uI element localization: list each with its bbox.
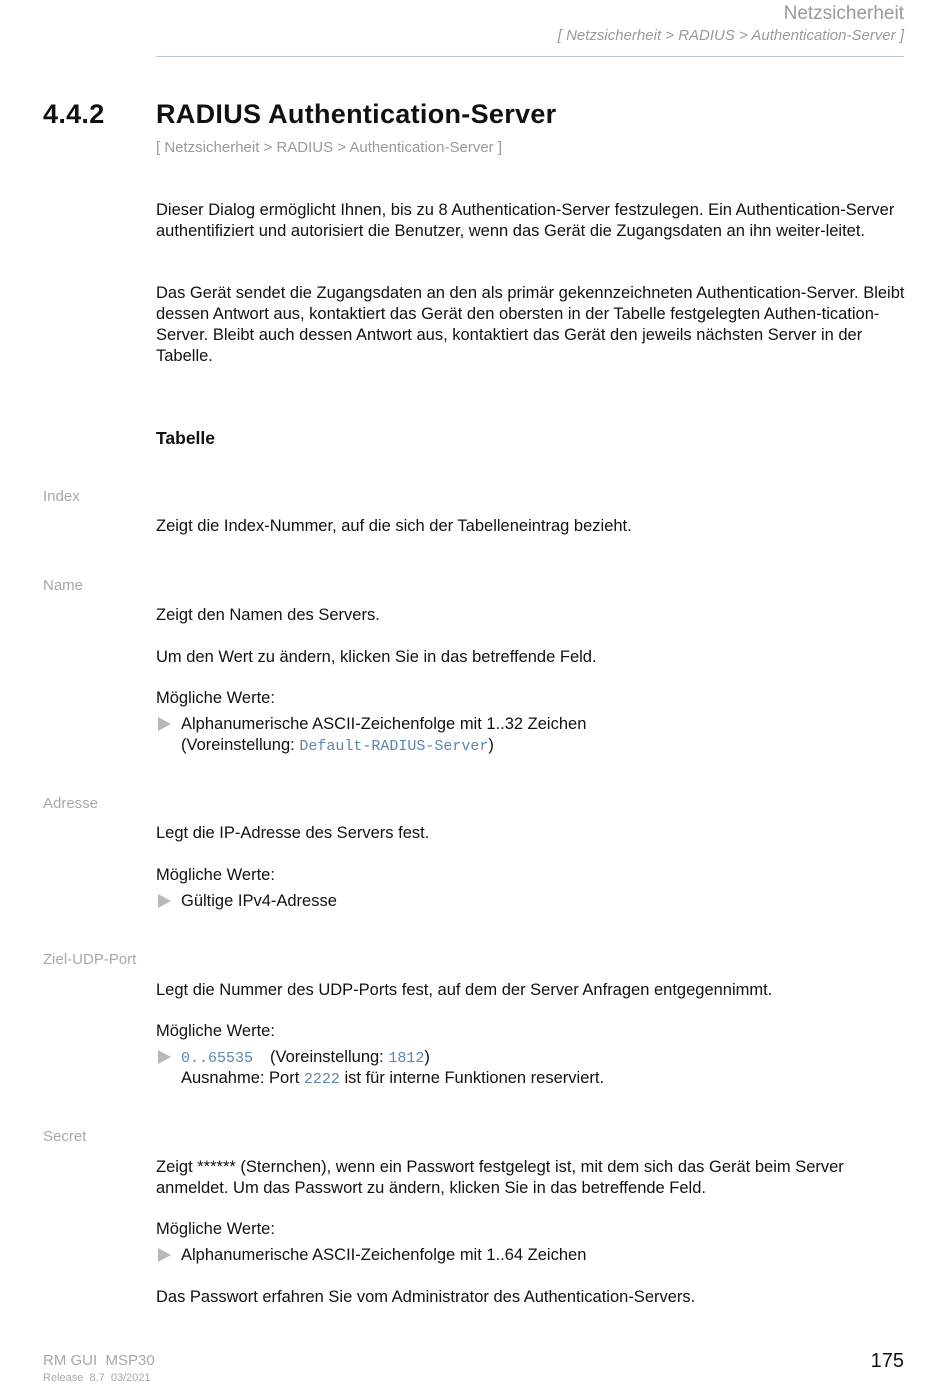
default-suffix: ) bbox=[424, 1048, 430, 1066]
bullet-text: Alphanumerische ASCII-Zeichenfolge mit 1..64 Zeichen bbox=[181, 1246, 587, 1264]
field-note-name: Um den Wert zu ändern, klicken Sie in das betreffende Feld. bbox=[156, 648, 597, 666]
running-header-breadcrumb: [ Netzsicherheit > RADIUS > Authentication-Server ] bbox=[557, 27, 904, 44]
field-label-name: Name bbox=[43, 577, 84, 594]
section-title: RADIUS Authentication-Server bbox=[156, 99, 557, 129]
running-header-title: Netzsicherheit bbox=[783, 3, 904, 24]
bullet-triangle-icon bbox=[158, 1050, 171, 1064]
port-exception-line bbox=[181, 1068, 604, 1090]
table-subheading: Tabelle bbox=[156, 428, 216, 448]
field-label-index: Index bbox=[43, 488, 80, 505]
default-value-line bbox=[181, 735, 494, 757]
exception-suffix: ist für interne Funktionen reserviert. bbox=[339, 1069, 605, 1087]
field-desc-secret: Zeigt ****** (Sternchen), wenn ein Passwort festgelegt ist, mit dem sich das Gerät beim Server anmeldet. Um das Passwort zu ändern, klicken Sie in das betreffende Feld. bbox=[156, 1158, 844, 1197]
default-value: 1812 bbox=[388, 1050, 425, 1067]
field-desc-address: Legt die IP-Adresse des Servers fest. bbox=[156, 824, 430, 842]
footer-document-name: RM GUI MSP30 bbox=[43, 1352, 155, 1369]
field-desc-name: Zeigt den Namen des Servers. bbox=[156, 606, 380, 624]
port-range-line bbox=[181, 1047, 430, 1069]
bullet-text: Alphanumerische ASCII-Zeichenfolge mit 1..32 Zeichen bbox=[181, 715, 587, 733]
exception-prefix: Ausnahme: Port bbox=[181, 1069, 304, 1087]
bullet-text: Gültige IPv4-Adresse bbox=[181, 892, 337, 910]
possible-values-label: Mögliche Werte: bbox=[156, 689, 275, 707]
field-desc-index: Zeigt die Index-Nummer, auf die sich der Tabelleneintrag bezieht. bbox=[156, 517, 632, 535]
field-label-secret: Secret bbox=[43, 1128, 87, 1145]
intro-paragraph: Das Gerät sendet die Zugangsdaten an den als primär gekennzeichneten Authentication-Server. Bleibt dessen Antwort aus, kontaktiert das Gerät den obersten in der Tabelle festgelegten Authen-tication-Server. Bleibt auch dessen Antwort aus, kontaktiert das Gerät den jeweils nächsten Server in der Tabelle. bbox=[156, 284, 905, 365]
bullet-triangle-icon bbox=[158, 1248, 171, 1262]
bullet-triangle-icon bbox=[158, 717, 171, 731]
field-note-secret: Das Passwort erfahren Sie vom Administrator des Authentication-Servers. bbox=[156, 1288, 696, 1306]
section-breadcrumb: [ Netzsicherheit > RADIUS > Authentication-Server ] bbox=[156, 139, 502, 156]
port-range: 0..65535 bbox=[181, 1050, 254, 1067]
bullet-triangle-icon bbox=[158, 894, 171, 908]
possible-values-label: Mögliche Werte: bbox=[156, 1022, 275, 1040]
default-prefix: (Voreinstellung: bbox=[270, 1048, 389, 1066]
default-value: Default-RADIUS-Server bbox=[299, 738, 489, 755]
header-divider bbox=[156, 56, 904, 57]
page-number: 175 bbox=[870, 1350, 904, 1372]
intro-paragraph: Dieser Dialog ermöglicht Ihnen, bis zu 8 Authentication-Server festzulegen. Ein Authentication-Server authentifiziert und autorisiert die Benutzer, wenn das Gerät die Zugangsdaten an ihn weiter-leitet. bbox=[156, 201, 895, 240]
default-prefix: (Voreinstellung: bbox=[181, 736, 300, 754]
footer-release: Release 8.7 03/2021 bbox=[43, 1372, 151, 1384]
exception-value: 2222 bbox=[303, 1071, 340, 1088]
section-number: 4.4.2 bbox=[43, 99, 105, 129]
default-suffix: ) bbox=[488, 736, 494, 754]
field-label-port: Ziel-UDP-Port bbox=[43, 951, 137, 968]
possible-values-label: Mögliche Werte: bbox=[156, 1220, 275, 1238]
field-label-address: Adresse bbox=[43, 795, 99, 812]
field-desc-port: Legt die Nummer des UDP-Ports fest, auf dem der Server Anfragen entgegennimmt. bbox=[156, 981, 773, 999]
possible-values-label: Mögliche Werte: bbox=[156, 866, 275, 884]
